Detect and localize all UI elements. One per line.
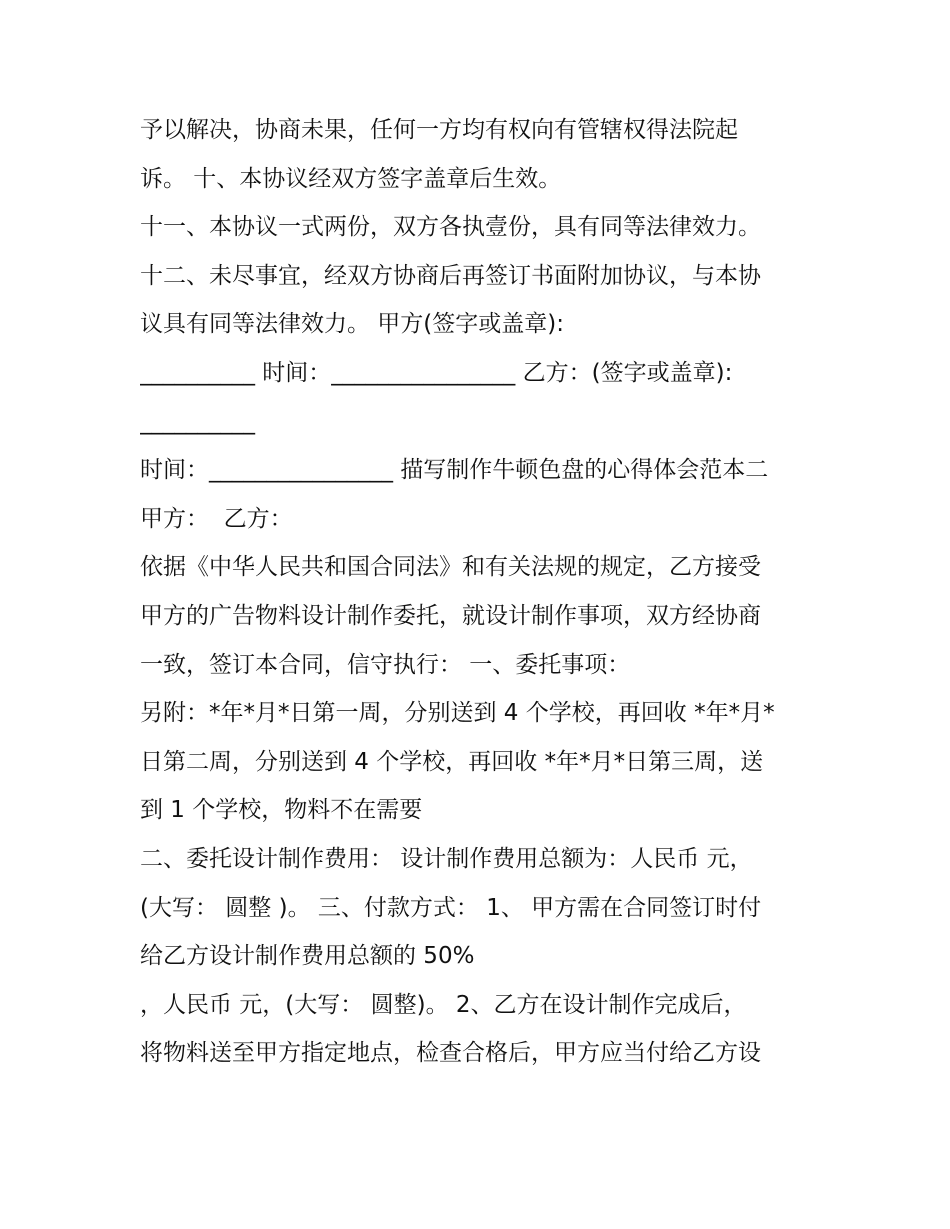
text-line: 日第二周，分别送到 4 个学校，再回收 *年*月*日第三周，送 bbox=[140, 748, 764, 775]
text-line: 予以解决，协商未果，任何一方均有权向有管辖权得法院起 bbox=[140, 117, 738, 143]
text-line: 一致，签订本合同，信守执行： 一、委托事项： bbox=[140, 651, 631, 678]
text-line: 将物料送至甲方指定地点，检查合格后，甲方应当付给乙方设 bbox=[140, 1040, 761, 1067]
text-line: 另附：*年*月*日第一周，分别送到 4 个学校，再回收 *年*月* bbox=[140, 700, 775, 727]
text-line: ，人民币 元，(大写： 圆整)。 2、乙方在设计制作完成后， bbox=[140, 991, 747, 1018]
text-line: 诉。 十、本协议经双方签字盖章后生效。 bbox=[140, 165, 562, 192]
text-line: 十二、未尽事宜，经双方协商后再签订书面附加协议，与本协 bbox=[140, 262, 761, 289]
text-line: 十一、本协议一式两份，双方各执壹份，具有同等法律效力。 bbox=[140, 214, 761, 241]
text-line: 甲方的广告物料设计制作委托，就设计制作事项，双方经协商 bbox=[140, 602, 761, 629]
text-line: 给乙方设计制作费用总额的 50% bbox=[140, 943, 475, 970]
text-line: __________ 时间：________________ 乙方：(签字或盖章): bbox=[140, 359, 733, 386]
text-line: __________ bbox=[140, 408, 255, 435]
text-line: 到 1 个学校，物料不在需要 bbox=[140, 797, 423, 824]
text-line: 甲方： 乙方： bbox=[140, 505, 293, 532]
document-body bbox=[140, 106, 830, 1078]
text-line: (大写： 圆整 )。 三、付款方式： 1、 甲方需在合同签订时付 bbox=[140, 894, 762, 921]
text-line: 议具有同等法律效力。 甲方(签字或盖章): bbox=[140, 311, 565, 338]
text-line: 二、委托设计制作费用： 设计制作费用总额为：人民币 元， bbox=[140, 845, 753, 872]
text-line: 依据《中华人民共和国合同法》和有关法规的规定，乙方接受 bbox=[140, 554, 761, 581]
text-line: 时间：________________ 描写制作牛顿色盘的心得体会范本二 bbox=[140, 457, 769, 484]
